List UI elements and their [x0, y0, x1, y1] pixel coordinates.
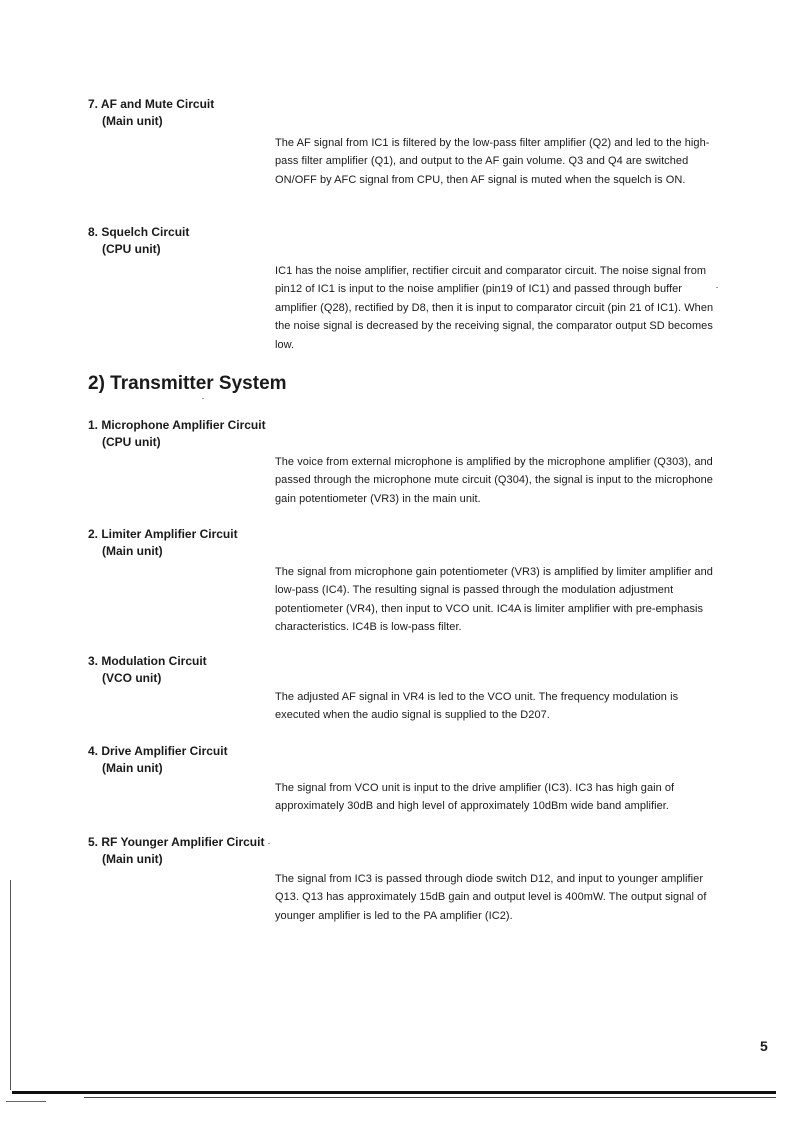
modulation-title: 3. Modulation Circuit — [88, 654, 207, 668]
squelch-text: IC1 has the noise amplifier, rectifier circuit and comparator circuit. The noise signal from pin12 of IC1 is input to the noise amplifier (pin19 of IC1) and passed through buffer amplifier (Q28), rectified by D8, then it is input to comparator circuit (pin 21 of IC1). When the noise signal is decreased by the receiving signal, the comparator output SD becomes low. — [275, 265, 714, 351]
section-limiter-title — [88, 526, 238, 560]
microphone-unit: (CPU unit) — [102, 435, 161, 449]
scan-left-edge-line — [10, 880, 11, 1090]
section-drive-title — [88, 743, 228, 777]
scan-speck — [268, 843, 270, 844]
squelch-unit: (CPU unit) — [102, 242, 161, 256]
footer-rule-left-stub — [6, 1101, 46, 1102]
drive-title: 4. Drive Amplifier Circuit — [88, 744, 228, 758]
section-modulation-title — [88, 653, 207, 687]
section-af-mute-title — [88, 96, 214, 130]
microphone-title: 1. Microphone Amplifier Circuit — [88, 418, 266, 432]
footer-rule-thin — [84, 1097, 776, 1098]
page-number: 5 — [760, 1038, 768, 1054]
af-mute-text: The AF signal from IC1 is filtered by the low-pass filter amplifier (Q2) and led to the high-pass filter amplifier (Q1), and output to the AF gain volume. Q3 and Q4 are switched ON/OFF by AFC signal from CPU, then AF signal is muted when the squelch is ON. — [275, 137, 710, 186]
modulation-unit: (VCO unit) — [102, 671, 162, 685]
limiter-unit: (Main unit) — [102, 544, 163, 558]
microphone-text: The voice from external microphone is amplified by the microphone amplifier (Q303), and passed through the microphone mute circuit (Q304), the signal is input to the microphone gain potentiometer (VR3) in the main unit. — [275, 456, 713, 505]
section-microphone-title — [88, 417, 266, 451]
af-mute-unit: (Main unit) — [102, 114, 163, 128]
af-mute-title: 7. AF and Mute Circuit — [88, 97, 215, 111]
section-rf-younger-title — [88, 834, 264, 868]
squelch-title: 8. Squelch Circuit — [88, 225, 190, 239]
scan-speck — [716, 287, 718, 288]
limiter-text: The signal from microphone gain potentiometer (VR3) is amplified by limiter amplifier and low-pass (IC4). The resulting signal is passed through the modulation adjustment potentiometer (VR4), then input to VCO unit. IC4A is limiter amplifier with pre-emphasis characteristics. IC4B is low-pass filter. — [275, 566, 713, 634]
rf-younger-unit: (Main unit) — [102, 852, 163, 866]
rf-younger-title: 5. RF Younger Amplifier Circuit — [88, 835, 265, 849]
scan-speck — [202, 398, 204, 399]
rf-younger-text: The signal from IC3 is passed through diode switch D12, and input to younger amplifier Q13. Q13 has approximately 15dB gain and output level is 400mW. The output signal of younger amplifier is led to the PA amplifier (IC2). — [275, 873, 707, 922]
modulation-text: The adjusted AF signal in VR4 is led to the VCO unit. The frequency modulation is executed when the audio signal is supplied to the D207. — [275, 691, 679, 722]
drive-text: The signal from VCO unit is input to the drive amplifier (IC3). IC3 has high gain of approximately 30dB and high level of approximately 10dBm wide band amplifier. — [275, 782, 675, 813]
limiter-title: 2. Limiter Amplifier Circuit — [88, 527, 238, 541]
section-squelch-title — [88, 224, 189, 258]
footer-rule-thick — [12, 1091, 776, 1094]
drive-unit: (Main unit) — [102, 761, 163, 775]
transmitter-system-heading: 2) Transmitter System — [88, 373, 287, 394]
